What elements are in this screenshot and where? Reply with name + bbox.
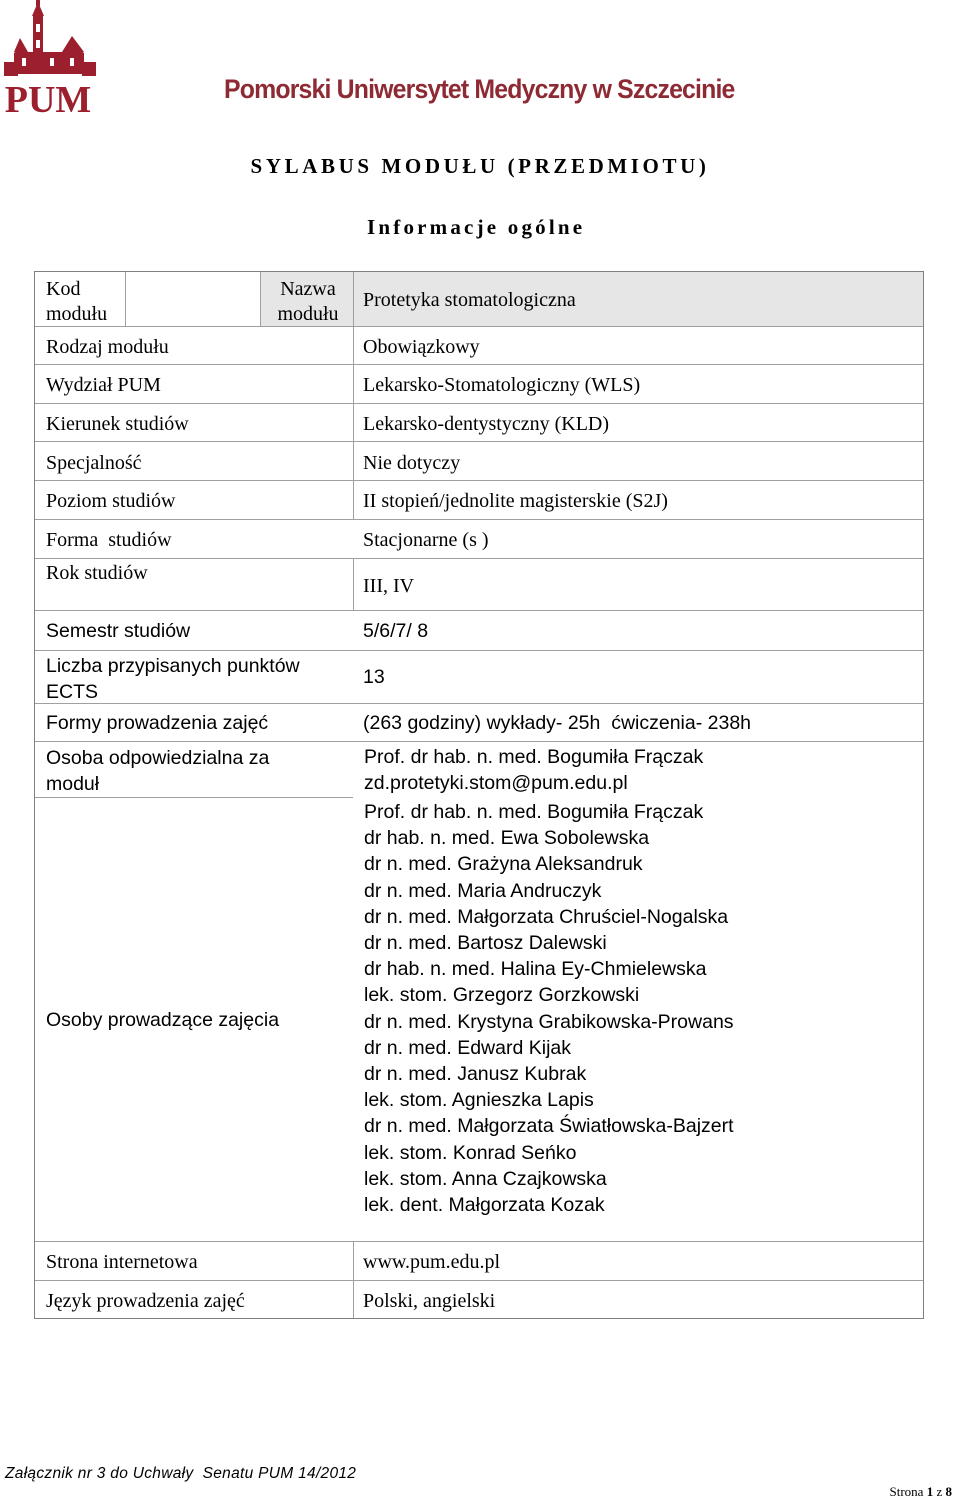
person-item: lek. stom. Anna Czajkowska [364,1167,607,1190]
page-of: z [936,1484,943,1499]
rok-label: Rok studiów [46,562,148,584]
person-item: lek. stom. Grzegorz Gorzkowski [364,984,640,1007]
row-divider [35,1280,923,1281]
ects-label: Liczba przypisanych punktów ECTS [46,655,300,703]
specjalnosc-value: Nie dotyczy [363,452,461,474]
semestr-value: 5/6/7/ 8 [363,620,429,642]
person-item: lek. stom. Agnieszka Lapis [364,1089,594,1112]
osoby-prowadzace-label: Osoby prowadzące zajęcia [46,1009,280,1031]
footer-attachment-note: Załącznik nr 3 do Uchwały Senatu PUM 14/2012 [5,1465,357,1482]
page-total: 8 [945,1484,952,1499]
person-item: dr n. med. Maria Andruczyk [364,879,602,902]
strona-label: Strona internetowa [46,1251,198,1273]
wydzial-value: Lekarsko-Stomatologiczny (WLS) [363,374,641,396]
col-divider [353,272,354,520]
row-divider [35,650,923,651]
kierunek-label: Kierunek studiów [46,413,189,435]
person-item: dr hab. n. med. Ewa Sobolewska [364,827,650,850]
person-item: Prof. dr hab. n. med. Bogumiła Frączak [364,801,704,823]
person-item: dr n. med. Krystyna Grabikowska-Prowans [364,1010,734,1033]
document-subtitle: Informacje ogólne [367,215,586,239]
col-divider [353,558,354,610]
person-item: dr n. med. Grażyna Aleksandruk [364,853,643,876]
person-item: dr n. med. Janusz Kubrak [364,1063,587,1086]
specjalnosc-label: Specjalność [46,452,142,474]
wydzial-label: Wydział PUM [46,374,161,396]
formy-value: (263 godziny) wykłady- 25h ćwiczenia- 238h [363,712,752,734]
row-divider [35,480,923,481]
person-item: dr n. med. Edward Kijak [364,1036,572,1059]
row-divider [35,326,923,327]
forma-label: Forma studiów [46,529,172,551]
col-divider [125,272,126,326]
page-word: Strona [889,1484,924,1499]
nazwa-modulu-label: Nazwa modułu [277,278,339,325]
row-divider [35,741,923,742]
row-divider [35,441,923,442]
ects-value: 13 [363,666,385,688]
row-divider [35,403,923,404]
person-item: lek. dent. Małgorzata Kozak [364,1194,605,1217]
person-item: dr n. med. Bartosz Dalewski [364,932,607,955]
nazwa-modulu-value: Protetyka stomatologiczna [363,289,576,311]
osoba-odpowiedzialna-label: Osoba odpowiedzialna za moduł [46,747,270,795]
jezyk-label: Język prowadzenia zajęć [46,1290,245,1312]
person-item: dr n. med. Małgorzata Chruściel-Nogalska [364,905,729,928]
page-current: 1 [926,1484,934,1499]
col-divider [353,1241,354,1318]
row-divider [35,797,353,798]
poziom-label: Poziom studiów [46,490,176,512]
row-divider [35,558,923,559]
forma-value: Stacjonarne (s ) [363,529,489,551]
row-divider [35,1241,923,1242]
jezyk-value: Polski, angielski [363,1290,496,1312]
person-item: dr n. med. Małgorzata Światłowska-Bajzert [364,1115,734,1138]
page-number [890,1484,952,1500]
row-divider [35,364,923,365]
osoba-odpowiedzialna-email: zd.protetyki.stom@pum.edu.pl [364,772,628,794]
kierunek-value: Lekarsko-dentystyczny (KLD) [363,413,610,435]
osoba-odpowiedzialna-value: Prof. dr hab. n. med. Bogumiła Frączak [364,746,704,768]
document-title: SYLABUS MODUŁU (PRZEDMIOTU) [250,154,710,178]
university-name: Pomorski Uniwersytet Medyczny w Szczecinie [224,74,735,104]
person-item: dr hab. n. med. Halina Ey-Chmielewska [364,958,707,981]
strona-value[interactable]: www.pum.edu.pl [363,1251,501,1273]
rok-value: III, IV [363,575,415,597]
svg-text:PUM: PUM [4,79,92,121]
rodzaj-value: Obowiązkowy [363,336,480,358]
person-item: lek. stom. Konrad Seńko [364,1141,577,1164]
osoby-prowadzace-list [364,799,734,1218]
semestr-label: Semestr studiów [46,620,191,642]
formy-label: Formy prowadzenia zajęć [46,712,269,734]
pum-logo [0,0,100,126]
col-divider [260,272,261,326]
kod-modulu-label: Kod modułu [46,278,108,325]
row-divider [35,519,923,520]
row-divider [35,610,923,611]
poziom-value: II stopień/jednolite magisterskie (S2J) [363,490,668,512]
rodzaj-label: Rodzaj modułu [46,336,169,358]
